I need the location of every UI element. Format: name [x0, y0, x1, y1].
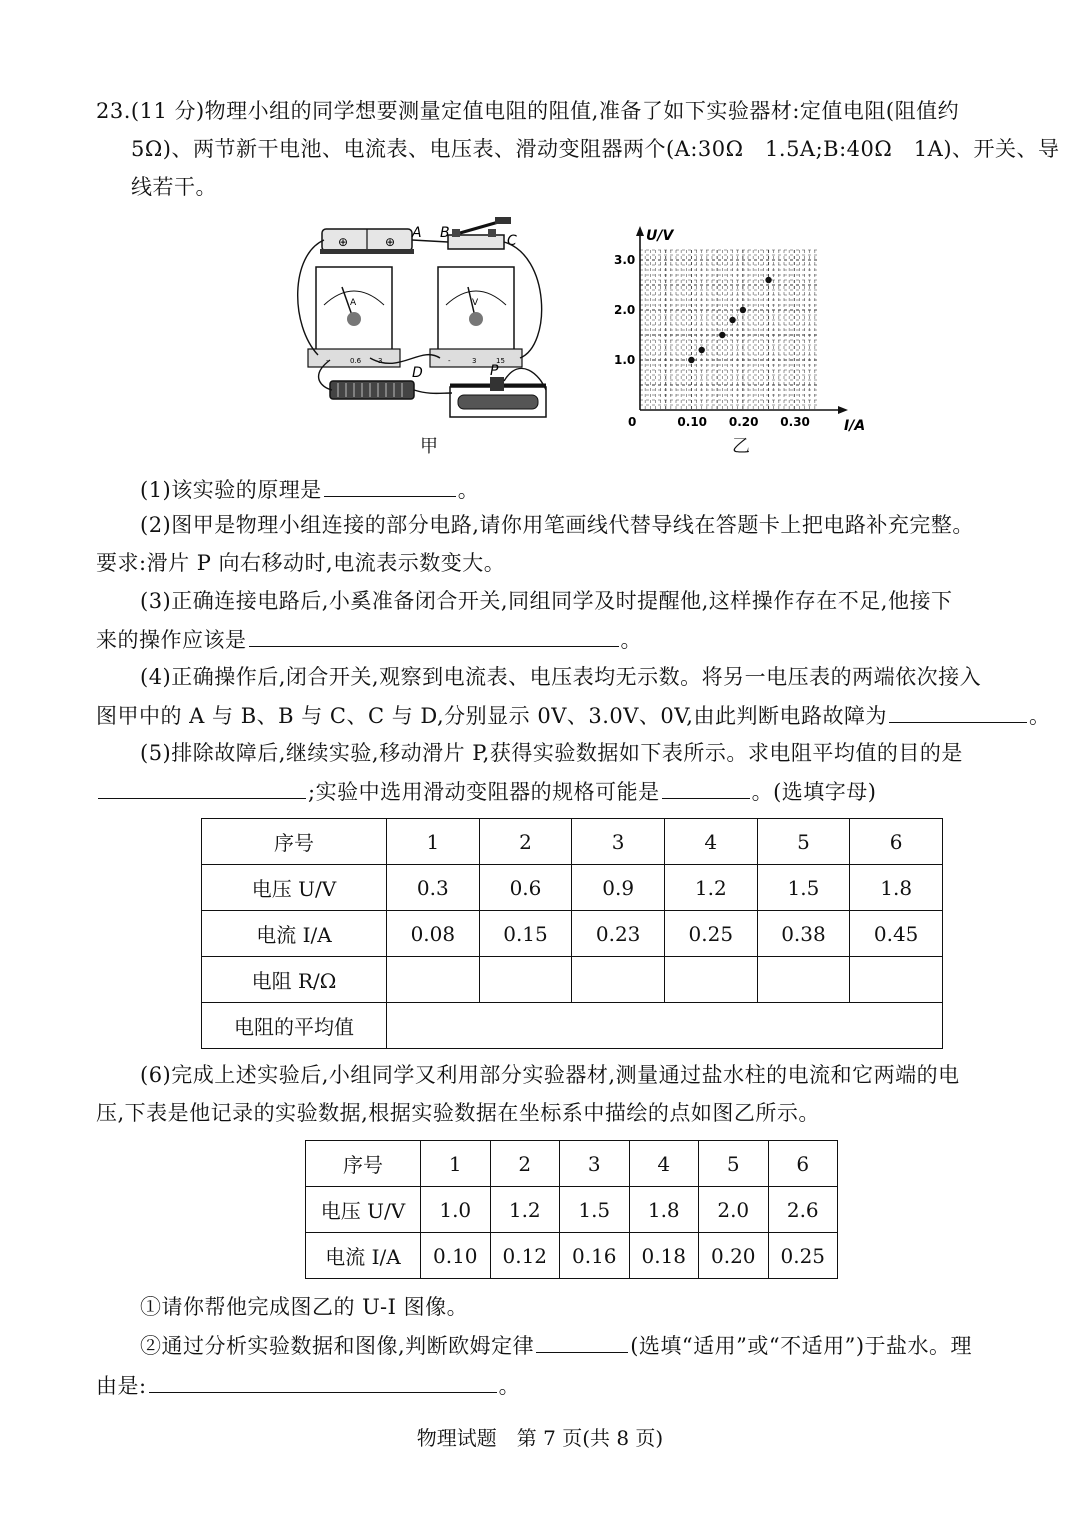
table-row: 电压 U/V 1.0 1.2 1.5 1.8 2.0 2.6 — [306, 1187, 838, 1233]
voltmeter-icon — [430, 267, 522, 367]
svg-text:V: V — [472, 298, 479, 308]
part-4-line-2: 图甲中的 A 与 B、B 与 C、C 与 D,分别显示 0V、3.0V、0V,由此判断电路故障为 。 — [96, 700, 1050, 731]
table-row: 电流 I/A 0.08 0.15 0.23 0.25 0.38 0.45 — [202, 911, 943, 957]
answer-blank-6b-1[interactable] — [536, 1330, 628, 1353]
part-6-line-1: (6)完成上述实验后,小组同学又利用部分实验器材,测量通过盐水柱的电流和它两端的电 — [140, 1063, 960, 1087]
answer-blank-6b-2[interactable] — [149, 1370, 497, 1393]
voltmeter-terminal-15: 15 — [496, 357, 505, 365]
resistance-cell[interactable] — [572, 957, 665, 1003]
resistance-cell[interactable] — [664, 957, 757, 1003]
part-3-line-1: (3)正确连接电路后,小奚准备闭合开关,同组同学及时提醒他,这样操作存在不足,他接下 — [140, 589, 953, 613]
label-a: A — [412, 225, 422, 241]
x-axis-label: I/A — [844, 418, 866, 434]
ammeter-terminal-3: 3 — [378, 357, 383, 365]
data-point — [688, 357, 694, 363]
average-cell[interactable] — [387, 1003, 943, 1049]
data-table-1 — [201, 818, 943, 1049]
svg-text:A: A — [350, 298, 357, 308]
x-tick-label: 0.20 — [728, 415, 759, 429]
part-5-line-1: (5)排除故障后,继续实验,移动滑片 P,获得实验数据如下表所示。求电阻平均值的目的是 — [140, 741, 963, 765]
voltmeter-terminal-neg: - — [448, 357, 451, 365]
battery-icon — [320, 229, 414, 254]
part-1: (1)该实验的原理是 。 — [140, 474, 479, 505]
part-6b-line-2: 由是: 。 — [96, 1370, 520, 1401]
table-row: 电阻的平均值 — [202, 1003, 943, 1049]
part-2-line-1: (2)图甲是物理小组连接的部分电路,请你用笔画线代替导线在答题卡上把电路补充完整。 — [140, 513, 974, 537]
rheostat-icon — [450, 377, 546, 417]
question-line-3: 线若干。 — [131, 175, 217, 199]
voltmeter-terminal-3: 3 — [472, 357, 477, 365]
part-6b-line-1: ②通过分析实验数据和图像,判断欧姆定律 (选填“适用”或“不适用”)于盐水。理 — [140, 1330, 972, 1361]
y-tick-label: 2.0 — [614, 303, 636, 317]
figure-jia-caption: 甲 — [420, 436, 439, 457]
ui-chart-yi — [600, 215, 866, 440]
table-row: 电阻 R/Ω — [202, 957, 943, 1003]
part-2-line-2: 要求:滑片 P 向右移动时,电流表示数变大。 — [96, 551, 506, 575]
part-5-line-2: ;实验中选用滑动变阻器的规格可能是 。(选填字母) — [96, 776, 876, 807]
data-point — [699, 347, 705, 353]
resistance-cell[interactable] — [850, 957, 943, 1003]
ammeter-icon — [308, 267, 400, 367]
x-tick-label: 0.10 — [677, 415, 708, 429]
circuit-figure-jia — [290, 215, 560, 465]
part-6-line-2: 压,下表是他记录的实验数据,根据实验数据在坐标系中描绘的点如图乙所示。 — [96, 1101, 820, 1125]
label-p: P — [490, 363, 499, 379]
question-line-2: 5Ω)、两节新干电池、电流表、电压表、滑动变阻器两个(A:30Ω 1.5A;B:40Ω 1A)、开关、导 — [131, 137, 1060, 161]
data-point — [729, 317, 735, 323]
figure-yi-caption: 乙 — [732, 436, 751, 457]
resistor-icon — [330, 381, 414, 399]
resistance-cell[interactable] — [387, 957, 480, 1003]
table-row: 序号 1 2 3 4 5 6 — [306, 1141, 838, 1187]
answer-blank-3[interactable] — [249, 624, 619, 647]
data-point — [765, 277, 771, 283]
x-axis-arrow — [838, 406, 848, 414]
y-axis-label: U/V — [646, 228, 674, 244]
data-table-2 — [305, 1140, 838, 1279]
part-6a: ①请你帮他完成图乙的 U-I 图像。 — [140, 1295, 469, 1319]
answer-blank-4[interactable] — [889, 700, 1027, 723]
switch-icon — [448, 217, 511, 249]
ammeter-terminal-06: 0.6 — [350, 357, 362, 365]
answer-blank-5b[interactable] — [662, 776, 750, 799]
answer-blank-5a[interactable] — [98, 776, 306, 799]
question-line-1: 23.(11 分)物理小组的同学想要测量定值电阻的阻值,准备了如下实验器材:定值电阻(阻值约 — [96, 99, 960, 123]
resistance-cell[interactable] — [757, 957, 850, 1003]
label-d: D — [412, 365, 423, 381]
y-tick-label: 3.0 — [614, 253, 636, 267]
table-row: 电压 U/V 0.3 0.6 0.9 1.2 1.5 1.8 — [202, 865, 943, 911]
table-row: 序号 1 2 3 4 5 6 — [202, 819, 943, 865]
y-axis-arrow — [636, 226, 644, 236]
page-footer: 物理试题 第 7 页(共 8 页) — [416, 1426, 664, 1450]
svg-text:⊕: ⊕ — [338, 235, 349, 249]
part-3-line-2: 来的操作应该是 。 — [96, 624, 642, 655]
resistance-cell[interactable] — [479, 957, 572, 1003]
svg-text:⊕: ⊕ — [385, 235, 396, 249]
y-tick-label: 1.0 — [614, 353, 636, 367]
table-row: 电流 I/A 0.10 0.12 0.16 0.18 0.20 0.25 — [306, 1233, 838, 1279]
label-b: B — [440, 225, 450, 241]
data-point — [740, 307, 746, 313]
ammeter-terminal-neg: - — [326, 357, 329, 365]
part-4-line-1: (4)正确操作后,闭合开关,观察到电流表、电压表均无示数。将另一电压表的两端依次接入 — [140, 665, 982, 689]
x-tick-label: 0.30 — [780, 415, 810, 429]
origin-label: 0 — [628, 415, 637, 429]
answer-blank-1[interactable] — [324, 474, 456, 497]
label-c: C — [507, 233, 517, 249]
data-point — [719, 332, 725, 338]
